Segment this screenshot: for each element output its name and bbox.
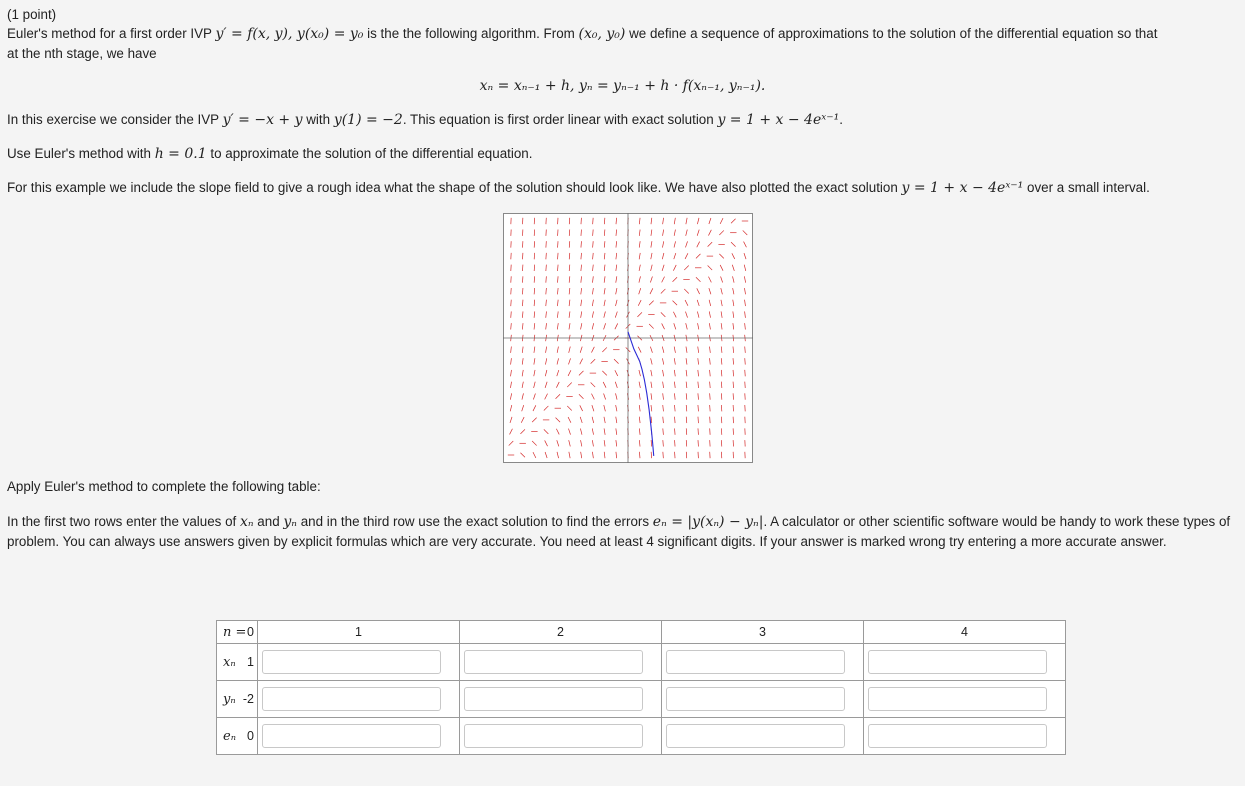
instructions-paragraph — [7, 512, 1235, 552]
exercise-eq: y′ = −x + y — [222, 112, 303, 128]
table-row-y — [217, 681, 1066, 718]
exercise-exact: y = 1 + x − 4eˣ⁻¹ — [717, 112, 840, 128]
ivp-formula: y′ = f(x, y), y(x₀) = y₀ — [215, 26, 364, 42]
y1-input[interactable] — [262, 687, 441, 711]
slope-text-2: over a small interval. — [1027, 180, 1150, 195]
e3-input[interactable] — [666, 724, 845, 748]
col-header-4: 4 — [864, 621, 1066, 644]
slope-exact: y = 1 + x − 4eˣ⁻¹ — [901, 180, 1024, 196]
col-header-3: 3 — [662, 621, 864, 644]
n-initial: 0 — [247, 625, 254, 639]
instr-yn: yₙ — [283, 514, 297, 530]
n-symbol: n = — [223, 624, 247, 640]
row-label-e — [217, 718, 258, 755]
instr-text-2: and in the third row use the exact solution to find the errors — [300, 514, 650, 529]
apply-text: Apply Euler's method to complete the following table: — [7, 479, 321, 494]
instr-text-3: . A calculator or other scientific software would be handy to work these types of problem. You can always use answers given by explicit formulas which are very accurate. You need at least 4 significant digits. If your answer is marked wrong try entering a more accurate answer. — [7, 514, 1231, 549]
e1-input[interactable] — [262, 724, 441, 748]
step-paragraph — [7, 146, 532, 162]
col-header-2: 2 — [460, 621, 662, 644]
intro-text-1: Euler's method for a first order IVP — [7, 26, 212, 41]
exercise-init: y(1) = −2 — [333, 112, 403, 128]
intro-text-3: we define a sequence of approximations to the solution of the differential equation so that — [629, 26, 1158, 41]
slope-field-plot — [503, 213, 753, 463]
e2-input[interactable] — [464, 724, 643, 748]
exercise-paragraph — [7, 112, 843, 128]
slope-paragraph — [7, 180, 1150, 196]
table-row-e — [217, 718, 1066, 755]
exercise-text-4: . — [839, 112, 843, 127]
row-label-n — [217, 621, 258, 644]
row-label-x — [217, 644, 258, 681]
euler-table — [216, 620, 1066, 755]
step-text-1: Use Euler's method with — [7, 146, 151, 161]
y4-input[interactable] — [868, 687, 1047, 711]
row-label-y — [217, 681, 258, 718]
e4-input[interactable] — [868, 724, 1047, 748]
exercise-text-2: with — [306, 112, 331, 127]
table-row-x — [217, 644, 1066, 681]
instr-and: and — [257, 514, 280, 529]
x3-input[interactable] — [666, 650, 845, 674]
col-header-1: 1 — [258, 621, 460, 644]
intro-text-4: at the nth stage, we have — [7, 46, 157, 61]
intro-text-2: is the the following algorithm. From — [367, 26, 575, 41]
x4-input[interactable] — [868, 650, 1047, 674]
instr-xn: xₙ — [239, 514, 254, 530]
table-row-n — [217, 621, 1066, 644]
x-symbol: xₙ — [223, 654, 236, 670]
x1-input[interactable] — [262, 650, 441, 674]
e-initial: 0 — [247, 729, 254, 743]
y2-input[interactable] — [464, 687, 643, 711]
euler-formula: xₙ = xₙ₋₁ + h, yₙ = yₙ₋₁ + h · f(xₙ₋₁, yₙ₋₁). — [479, 78, 766, 94]
intro-paragraph — [7, 24, 1235, 64]
y-symbol: yₙ — [223, 691, 236, 707]
x-initial: 1 — [247, 655, 254, 669]
y3-input[interactable] — [666, 687, 845, 711]
step-text-2: to approximate the solution of the differential equation. — [210, 146, 533, 161]
start-point: (x₀, y₀) — [578, 26, 626, 42]
slope-text-1: For this example we include the slope field to give a rough idea what the shape of the solution should look like. We have also plotted the exact solution — [7, 180, 898, 195]
exercise-text-1: In this exercise we consider the IVP — [7, 112, 219, 127]
y-initial: -2 — [242, 692, 254, 706]
e-symbol: eₙ — [223, 728, 236, 744]
points-label: (1 point) — [7, 7, 57, 22]
exercise-text-3: . This equation is first order linear with exact solution — [402, 112, 714, 127]
instr-text-1: In the first two rows enter the values of — [7, 514, 237, 529]
instr-err: eₙ = |y(xₙ) − yₙ| — [652, 514, 764, 530]
x2-input[interactable] — [464, 650, 643, 674]
step-h: h = 0.1 — [154, 146, 207, 162]
